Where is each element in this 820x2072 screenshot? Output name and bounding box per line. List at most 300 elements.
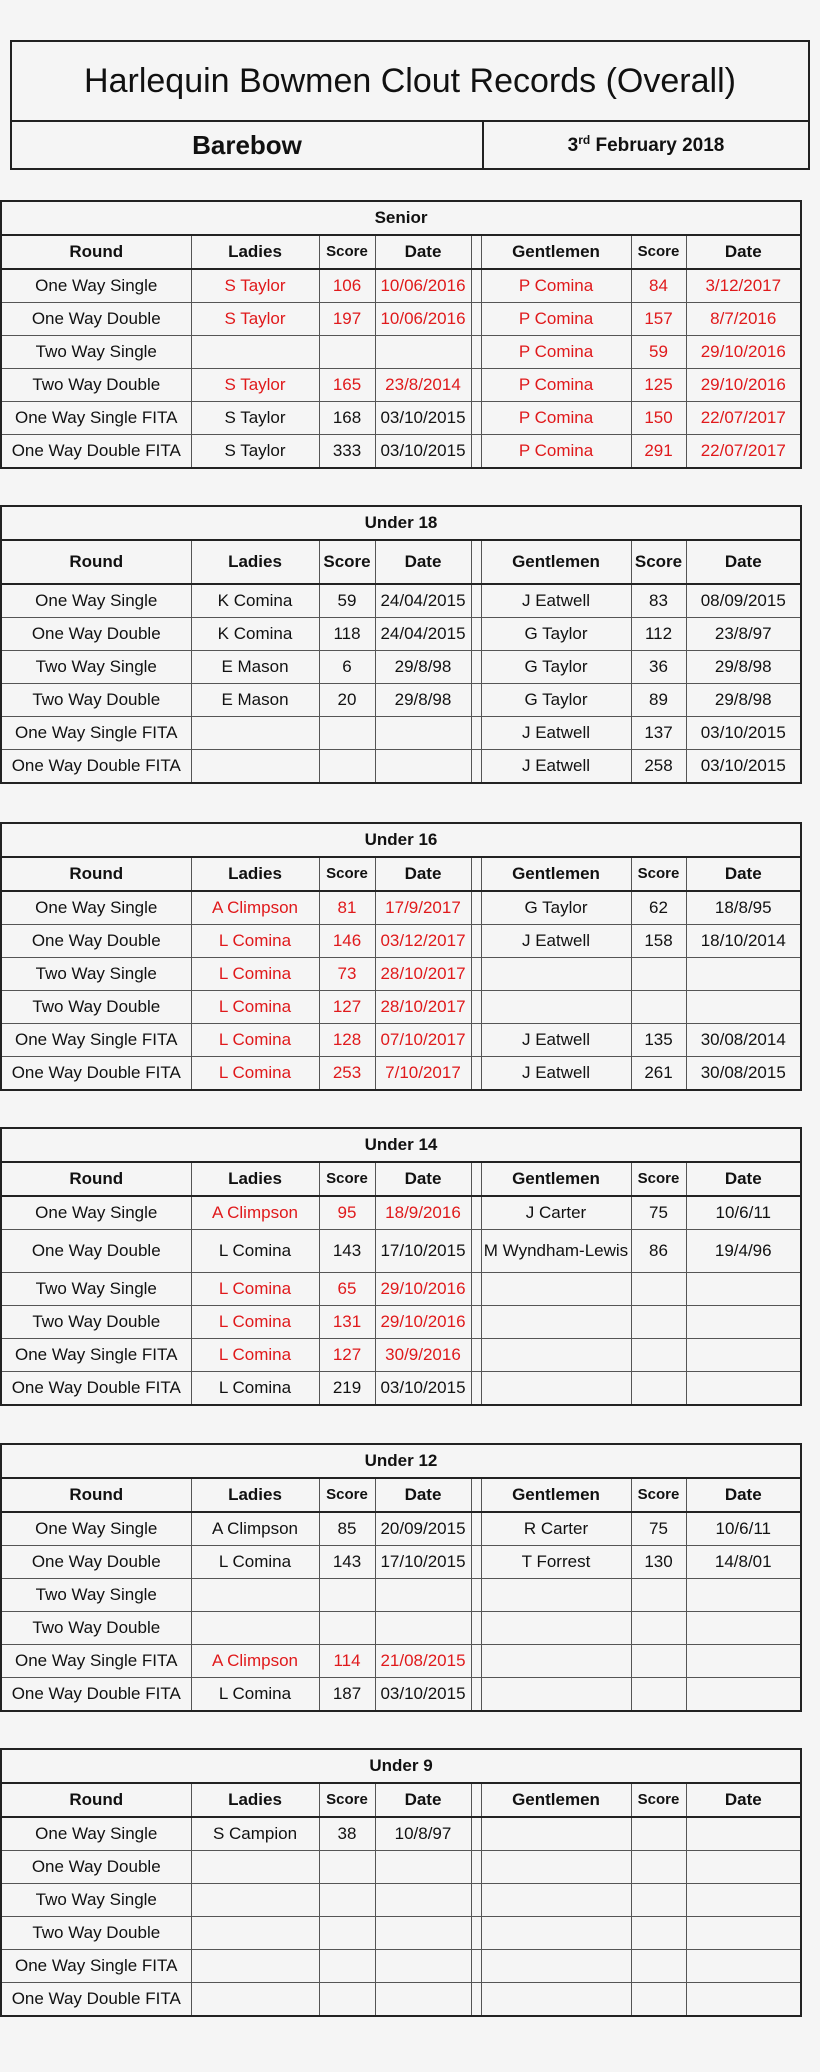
column-header-g-date: Date — [686, 1478, 801, 1512]
round-cell: Two Way Double — [1, 684, 191, 717]
lady-score-cell — [319, 336, 375, 369]
lady-date-cell: 28/10/2017 — [375, 958, 471, 991]
table-row — [1, 925, 801, 958]
round-cell: One Way Double — [1, 618, 191, 651]
gent-score-cell — [631, 1273, 686, 1306]
column-header-score: Score — [319, 540, 375, 584]
column-header-row — [1, 1162, 801, 1196]
gent-name-cell: T Forrest — [481, 1546, 631, 1579]
column-gap — [471, 618, 481, 651]
table-row — [1, 369, 801, 402]
column-gap — [471, 1783, 481, 1817]
lady-date-cell — [375, 1579, 471, 1612]
column-gap — [471, 717, 481, 750]
column-gap — [471, 925, 481, 958]
lady-score-cell — [319, 717, 375, 750]
records-table-under-9 — [0, 1748, 802, 2017]
column-gap — [471, 369, 481, 402]
lady-date-cell: 30/9/2016 — [375, 1339, 471, 1372]
table-row — [1, 584, 801, 618]
gent-date-cell: 29/10/2016 — [686, 369, 801, 402]
gent-date-cell: 29/10/2016 — [686, 336, 801, 369]
lady-score-cell: 333 — [319, 435, 375, 469]
gent-name-cell: G Taylor — [481, 618, 631, 651]
lady-date-cell: 10/06/2016 — [375, 269, 471, 303]
column-gap — [471, 1230, 481, 1273]
gent-name-cell: J Eatwell — [481, 1024, 631, 1057]
round-cell: Two Way Single — [1, 958, 191, 991]
lady-date-cell: 29/8/98 — [375, 684, 471, 717]
column-header-score: Score — [319, 235, 375, 269]
gent-date-cell — [686, 1339, 801, 1372]
round-cell: One Way Double — [1, 1851, 191, 1884]
gent-date-cell — [686, 1950, 801, 1983]
lady-date-cell: 17/10/2015 — [375, 1546, 471, 1579]
round-cell: One Way Double — [1, 303, 191, 336]
gent-score-cell: 135 — [631, 1024, 686, 1057]
records-table-under-12 — [0, 1443, 802, 1712]
column-gap — [471, 651, 481, 684]
header-info-row — [12, 122, 808, 168]
column-gap — [471, 584, 481, 618]
gent-date-cell: 10/6/11 — [686, 1512, 801, 1546]
table-row — [1, 991, 801, 1024]
gent-date-cell — [686, 1917, 801, 1950]
lady-name-cell: S Taylor — [191, 402, 319, 435]
column-header-gentlemen: Gentlemen — [481, 540, 631, 584]
lady-name-cell: E Mason — [191, 651, 319, 684]
lady-date-cell — [375, 1851, 471, 1884]
table-row — [1, 402, 801, 435]
gent-score-cell — [631, 958, 686, 991]
gent-name-cell: J Eatwell — [481, 717, 631, 750]
round-cell: One Way Double FITA — [1, 750, 191, 784]
lady-name-cell: S Taylor — [191, 369, 319, 402]
lady-date-cell: 03/10/2015 — [375, 435, 471, 469]
column-gap — [471, 1339, 481, 1372]
column-header-date: Date — [375, 1783, 471, 1817]
column-gap — [471, 1512, 481, 1546]
table-row — [1, 1512, 801, 1546]
section-title: Under 12 — [1, 1444, 801, 1478]
gent-score-cell: 261 — [631, 1057, 686, 1091]
lady-name-cell: K Comina — [191, 584, 319, 618]
gent-name-cell: J Carter — [481, 1196, 631, 1230]
lady-date-cell — [375, 717, 471, 750]
round-cell: Two Way Double — [1, 1917, 191, 1950]
lady-name-cell: L Comina — [191, 925, 319, 958]
table-row — [1, 1339, 801, 1372]
lady-score-cell: 65 — [319, 1273, 375, 1306]
column-header-ladies: Ladies — [191, 235, 319, 269]
lady-name-cell: L Comina — [191, 1273, 319, 1306]
column-header-score: Score — [319, 1783, 375, 1817]
table-row — [1, 684, 801, 717]
column-gap — [471, 1478, 481, 1512]
gent-name-cell: R Carter — [481, 1512, 631, 1546]
records-table-senior — [0, 200, 802, 469]
lady-date-cell: 07/10/2017 — [375, 1024, 471, 1057]
gent-date-cell — [686, 958, 801, 991]
table-row — [1, 1678, 801, 1712]
gent-score-cell — [631, 1645, 686, 1678]
column-gap — [471, 1306, 481, 1339]
lady-name-cell: S Taylor — [191, 435, 319, 469]
gent-score-cell — [631, 1306, 686, 1339]
gent-date-cell — [686, 1817, 801, 1851]
gent-date-cell: 30/08/2015 — [686, 1057, 801, 1091]
lady-name-cell: A Climpson — [191, 1196, 319, 1230]
gent-score-cell: 157 — [631, 303, 686, 336]
gent-score-cell — [631, 1950, 686, 1983]
lady-date-cell — [375, 750, 471, 784]
column-gap — [471, 1884, 481, 1917]
gent-name-cell: P Comina — [481, 402, 631, 435]
table-row — [1, 1950, 801, 1983]
column-gap — [471, 402, 481, 435]
gent-name-cell: P Comina — [481, 336, 631, 369]
lady-date-cell: 10/06/2016 — [375, 303, 471, 336]
column-header-score: Score — [319, 857, 375, 891]
column-gap — [471, 1273, 481, 1306]
lady-date-cell: 23/8/2014 — [375, 369, 471, 402]
lady-date-cell: 18/9/2016 — [375, 1196, 471, 1230]
column-gap — [471, 303, 481, 336]
table-row — [1, 1273, 801, 1306]
column-gap — [471, 750, 481, 784]
column-header-g-date: Date — [686, 540, 801, 584]
column-header-ladies: Ladies — [191, 1478, 319, 1512]
gent-score-cell: 75 — [631, 1196, 686, 1230]
round-cell: One Way Single FITA — [1, 1950, 191, 1983]
lady-date-cell: 24/04/2015 — [375, 584, 471, 618]
lady-score-cell: 253 — [319, 1057, 375, 1091]
gent-name-cell: J Eatwell — [481, 750, 631, 784]
column-gap — [471, 1612, 481, 1645]
gent-date-cell: 23/8/97 — [686, 618, 801, 651]
lady-score-cell — [319, 750, 375, 784]
column-header-ladies: Ladies — [191, 1783, 319, 1817]
lady-score-cell: 38 — [319, 1817, 375, 1851]
gent-score-cell: 89 — [631, 684, 686, 717]
lady-name-cell — [191, 1917, 319, 1950]
lady-name-cell — [191, 1950, 319, 1983]
lady-date-cell — [375, 1950, 471, 1983]
round-cell: Two Way Double — [1, 1306, 191, 1339]
column-header-round: Round — [1, 1478, 191, 1512]
gent-score-cell — [631, 1851, 686, 1884]
lady-score-cell — [319, 1851, 375, 1884]
lady-date-cell — [375, 1983, 471, 2017]
lady-name-cell: K Comina — [191, 618, 319, 651]
column-header-g-score: Score — [631, 1162, 686, 1196]
round-cell: Two Way Double — [1, 1612, 191, 1645]
gent-score-cell: 62 — [631, 891, 686, 925]
lady-name-cell — [191, 1579, 319, 1612]
table-row — [1, 750, 801, 784]
column-header-gentlemen: Gentlemen — [481, 1783, 631, 1817]
column-header-g-date: Date — [686, 857, 801, 891]
section-title: Under 14 — [1, 1128, 801, 1162]
records-table-under-16 — [0, 822, 802, 1091]
table-row — [1, 1983, 801, 2017]
column-header-row — [1, 1783, 801, 1817]
gent-date-cell: 22/07/2017 — [686, 402, 801, 435]
gent-score-cell: 291 — [631, 435, 686, 469]
date-month-year: February 2018 — [590, 135, 725, 156]
table-row — [1, 1057, 801, 1091]
gent-date-cell: 08/09/2015 — [686, 584, 801, 618]
lady-score-cell: 187 — [319, 1678, 375, 1712]
section-title: Under 16 — [1, 823, 801, 857]
gent-score-cell: 125 — [631, 369, 686, 402]
gent-name-cell: G Taylor — [481, 684, 631, 717]
table-row — [1, 717, 801, 750]
gent-date-cell: 14/8/01 — [686, 1546, 801, 1579]
round-cell: One Way Single FITA — [1, 1024, 191, 1057]
round-cell: One Way Double — [1, 925, 191, 958]
bow-style-label: Barebow — [12, 122, 484, 168]
table-row — [1, 1372, 801, 1406]
gent-score-cell — [631, 1884, 686, 1917]
column-gap — [471, 1950, 481, 1983]
round-cell: Two Way Single — [1, 1273, 191, 1306]
gent-score-cell: 130 — [631, 1546, 686, 1579]
table-row — [1, 1884, 801, 1917]
lady-name-cell: S Taylor — [191, 303, 319, 336]
table-row — [1, 958, 801, 991]
gent-name-cell — [481, 1579, 631, 1612]
lady-date-cell: 24/04/2015 — [375, 618, 471, 651]
column-header-date: Date — [375, 857, 471, 891]
lady-score-cell: 143 — [319, 1230, 375, 1273]
section-title: Senior — [1, 201, 801, 235]
column-header-date: Date — [375, 235, 471, 269]
column-gap — [471, 1057, 481, 1091]
lady-name-cell — [191, 750, 319, 784]
gent-name-cell: P Comina — [481, 369, 631, 402]
gent-name-cell — [481, 1273, 631, 1306]
lady-score-cell — [319, 1983, 375, 2017]
column-header-ladies: Ladies — [191, 540, 319, 584]
column-header-gentlemen: Gentlemen — [481, 1162, 631, 1196]
table-row — [1, 1645, 801, 1678]
gent-score-cell: 84 — [631, 269, 686, 303]
lady-date-cell: 17/9/2017 — [375, 891, 471, 925]
lady-score-cell — [319, 1884, 375, 1917]
gent-name-cell — [481, 958, 631, 991]
lady-name-cell — [191, 1983, 319, 2017]
column-gap — [471, 1579, 481, 1612]
column-gap — [471, 958, 481, 991]
table-row — [1, 891, 801, 925]
lady-score-cell: 146 — [319, 925, 375, 958]
column-header-score: Score — [319, 1162, 375, 1196]
gent-date-cell: 29/8/98 — [686, 684, 801, 717]
lady-name-cell: L Comina — [191, 1372, 319, 1406]
round-cell: Two Way Single — [1, 651, 191, 684]
lady-name-cell: L Comina — [191, 991, 319, 1024]
gent-name-cell — [481, 991, 631, 1024]
round-cell: One Way Single — [1, 1817, 191, 1851]
lady-score-cell: 128 — [319, 1024, 375, 1057]
gent-date-cell: 03/10/2015 — [686, 717, 801, 750]
gent-date-cell: 29/8/98 — [686, 651, 801, 684]
column-header-row — [1, 235, 801, 269]
gent-score-cell — [631, 1339, 686, 1372]
table-row — [1, 336, 801, 369]
round-cell: One Way Single — [1, 584, 191, 618]
gent-date-cell: 18/10/2014 — [686, 925, 801, 958]
round-cell: One Way Single FITA — [1, 1339, 191, 1372]
column-gap — [471, 1546, 481, 1579]
lady-score-cell: 197 — [319, 303, 375, 336]
date-day: 3 — [567, 135, 579, 156]
column-header-g-score: Score — [631, 1783, 686, 1817]
column-gap — [471, 540, 481, 584]
column-header-round: Round — [1, 235, 191, 269]
page-title: Harlequin Bowmen Clout Records (Overall) — [12, 42, 808, 122]
column-gap — [471, 1162, 481, 1196]
lady-name-cell: L Comina — [191, 1339, 319, 1372]
round-cell: One Way Double — [1, 1230, 191, 1273]
column-header-round: Round — [1, 1783, 191, 1817]
column-header-g-score: Score — [631, 235, 686, 269]
table-row — [1, 651, 801, 684]
lady-score-cell: 20 — [319, 684, 375, 717]
gent-name-cell: G Taylor — [481, 651, 631, 684]
round-cell: Two Way Single — [1, 336, 191, 369]
gent-score-cell — [631, 1372, 686, 1406]
gent-name-cell — [481, 1917, 631, 1950]
lady-score-cell: 85 — [319, 1512, 375, 1546]
table-row — [1, 1817, 801, 1851]
round-cell: One Way Double — [1, 1546, 191, 1579]
column-header-g-date: Date — [686, 1783, 801, 1817]
gent-name-cell: P Comina — [481, 269, 631, 303]
table-row — [1, 435, 801, 469]
gent-name-cell — [481, 1851, 631, 1884]
column-header-round: Round — [1, 540, 191, 584]
gent-date-cell: 03/10/2015 — [686, 750, 801, 784]
gent-date-cell: 30/08/2014 — [686, 1024, 801, 1057]
document-header — [10, 40, 810, 170]
lady-name-cell: A Climpson — [191, 891, 319, 925]
gent-score-cell: 158 — [631, 925, 686, 958]
lady-score-cell — [319, 1579, 375, 1612]
table-row — [1, 269, 801, 303]
column-header-round: Round — [1, 1162, 191, 1196]
gent-score-cell — [631, 1917, 686, 1950]
lady-name-cell: L Comina — [191, 958, 319, 991]
column-header-gentlemen: Gentlemen — [481, 235, 631, 269]
table-row — [1, 1024, 801, 1057]
gent-date-cell: 18/8/95 — [686, 891, 801, 925]
lady-score-cell: 95 — [319, 1196, 375, 1230]
table-row — [1, 618, 801, 651]
gent-name-cell — [481, 1884, 631, 1917]
lady-name-cell: S Taylor — [191, 269, 319, 303]
column-header-row — [1, 1478, 801, 1512]
lady-name-cell — [191, 1612, 319, 1645]
gent-name-cell: M Wyndham-Lewis — [481, 1230, 631, 1273]
lady-score-cell: 118 — [319, 618, 375, 651]
gent-date-cell — [686, 1884, 801, 1917]
gent-date-cell: 22/07/2017 — [686, 435, 801, 469]
gent-score-cell: 83 — [631, 584, 686, 618]
gent-score-cell: 150 — [631, 402, 686, 435]
column-gap — [471, 1983, 481, 2017]
lady-name-cell: L Comina — [191, 1057, 319, 1091]
gent-score-cell: 258 — [631, 750, 686, 784]
date-suffix: rd — [578, 133, 591, 147]
lady-score-cell: 73 — [319, 958, 375, 991]
gent-name-cell — [481, 1950, 631, 1983]
round-cell: One Way Single FITA — [1, 402, 191, 435]
table-row — [1, 1851, 801, 1884]
gent-name-cell: P Comina — [481, 435, 631, 469]
column-gap — [471, 235, 481, 269]
column-header-ladies: Ladies — [191, 1162, 319, 1196]
round-cell: One Way Double FITA — [1, 1057, 191, 1091]
column-gap — [471, 991, 481, 1024]
column-gap — [471, 891, 481, 925]
column-gap — [471, 684, 481, 717]
gent-date-cell: 3/12/2017 — [686, 269, 801, 303]
column-gap — [471, 1917, 481, 1950]
lady-date-cell: 29/10/2016 — [375, 1273, 471, 1306]
document-date — [484, 122, 808, 168]
column-header-g-date: Date — [686, 1162, 801, 1196]
section-title: Under 18 — [1, 506, 801, 540]
lady-date-cell: 10/8/97 — [375, 1817, 471, 1851]
gent-score-cell: 137 — [631, 717, 686, 750]
lady-date-cell: 21/08/2015 — [375, 1645, 471, 1678]
gent-name-cell — [481, 1645, 631, 1678]
lady-date-cell: 03/10/2015 — [375, 402, 471, 435]
lady-date-cell: 28/10/2017 — [375, 991, 471, 1024]
lady-name-cell — [191, 717, 319, 750]
lady-name-cell — [191, 1884, 319, 1917]
gent-date-cell: 10/6/11 — [686, 1196, 801, 1230]
gent-date-cell — [686, 1645, 801, 1678]
round-cell: Two Way Single — [1, 1579, 191, 1612]
gent-score-cell — [631, 1817, 686, 1851]
lady-date-cell: 29/10/2016 — [375, 1306, 471, 1339]
records-page — [10, 40, 810, 170]
table-row — [1, 1230, 801, 1273]
column-header-score: Score — [319, 1478, 375, 1512]
lady-score-cell — [319, 1612, 375, 1645]
round-cell: One Way Single — [1, 269, 191, 303]
gent-score-cell: 59 — [631, 336, 686, 369]
lady-name-cell: L Comina — [191, 1306, 319, 1339]
records-table-under-18 — [0, 505, 802, 784]
gent-date-cell — [686, 1579, 801, 1612]
table-row — [1, 1917, 801, 1950]
lady-score-cell: 165 — [319, 369, 375, 402]
lady-score-cell: 114 — [319, 1645, 375, 1678]
gent-score-cell — [631, 1983, 686, 2017]
column-gap — [471, 435, 481, 469]
lady-date-cell: 03/10/2015 — [375, 1678, 471, 1712]
column-gap — [471, 857, 481, 891]
round-cell: Two Way Double — [1, 991, 191, 1024]
gent-score-cell — [631, 1678, 686, 1712]
column-gap — [471, 1645, 481, 1678]
lady-name-cell — [191, 1851, 319, 1884]
table-row — [1, 1612, 801, 1645]
